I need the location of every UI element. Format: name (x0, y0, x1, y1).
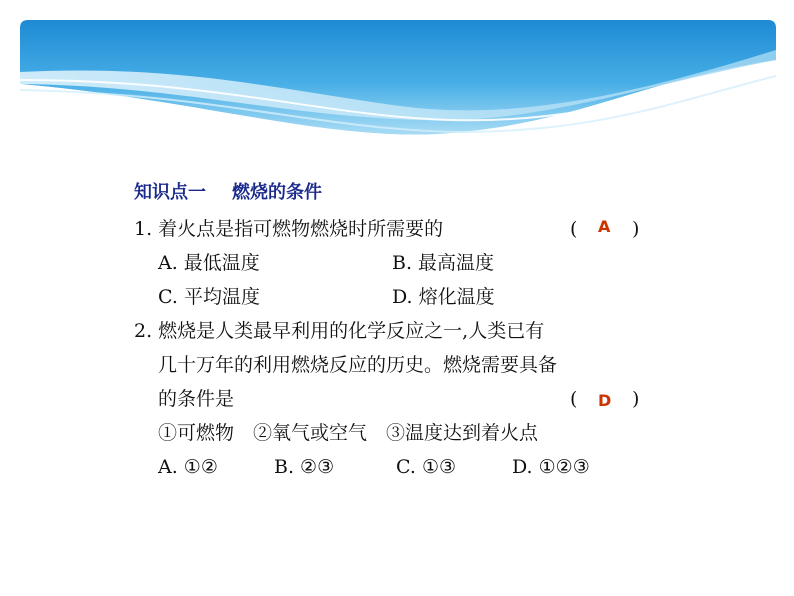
q1-option-a: A. 最低温度 (158, 252, 260, 274)
q2-answer: D (598, 391, 612, 410)
section-heading-part1: 知识点一 (134, 182, 206, 203)
q1-option-c: C. 平均温度 (158, 286, 260, 308)
q2-option-a: A. ①② (158, 456, 218, 478)
q1-bracket-close: ) (632, 218, 640, 240)
q1-bracket-open: ( (570, 218, 578, 240)
q1-answer: A (598, 217, 611, 236)
q1-option-b: B. 最高温度 (392, 252, 495, 274)
q2-stem-line1: 2. 燃烧是人类最早利用的化学反应之一,人类已有 (134, 320, 545, 342)
header-wave-banner (20, 20, 776, 138)
section-heading (134, 180, 322, 206)
q2-option-d: D. ①②③ (512, 456, 590, 478)
q1-option-d: D. 熔化温度 (392, 286, 495, 308)
q2-bracket-open: ( (570, 388, 578, 410)
q1-stem: 1. 着火点是指可燃物燃烧时所需要的 (134, 218, 444, 240)
q2-conditions: ①可燃物 ②氧气或空气 ③温度达到着火点 (158, 422, 539, 444)
q2-option-b: B. ②③ (274, 456, 335, 478)
q2-stem-line3: 的条件是 (158, 388, 235, 410)
section-heading-part2: 燃烧的条件 (232, 182, 322, 203)
q2-bracket-close: ) (632, 388, 640, 410)
q2-option-c: C. ①③ (396, 456, 457, 478)
q2-stem-line2: 几十万年的利用燃烧反应的历史。燃烧需要具备 (158, 354, 558, 376)
